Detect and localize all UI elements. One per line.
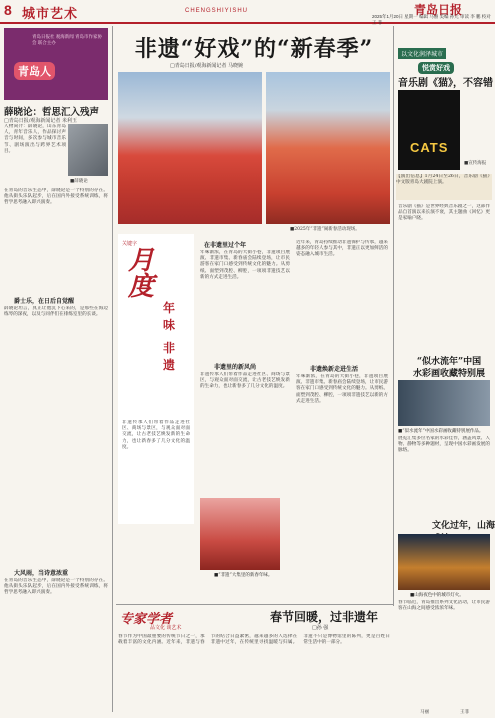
feature-photo-caption: ■2025年“非遗”闹新春活动现场。 bbox=[290, 227, 360, 232]
portrait-photo bbox=[68, 124, 108, 176]
column-divider bbox=[393, 26, 394, 606]
page-number: 8 bbox=[4, 2, 12, 18]
masthead: 青岛日报 bbox=[414, 3, 463, 17]
show-info-box: 【演出信息】1月24日至26日，音乐剧《猫》中文版青岛大剧院上演。 bbox=[396, 174, 492, 200]
mid-subhead-2: 非遗里的新风尚 bbox=[214, 365, 257, 371]
right-body-text-1: 音乐剧《猫》是世界经典音乐剧之一，这部作品自首演以来长演不衰，其主题曲《回忆》更是家喻户晓。 bbox=[398, 204, 490, 222]
column-tag: 以文化润泽城市 bbox=[398, 48, 446, 59]
bottom-body-text: 春节作为中国最重要的传统节日之一，承载着丰富的文化内涵。近年来，非遗与春节的结合日益紧密，越来越多的人选择在非遗中过年，在传统里寻找温暖与归属。非遗不只是博物馆里的陈列，更是百姓日常生活中的一部分。 bbox=[118, 634, 390, 646]
expert-column-subtitle: 品文化 谈艺术 bbox=[150, 625, 182, 631]
mid-body-text-2: 非遗传承人们带着作品走进社区、商场与景区，与观众面对面交流，让古老技艺焕发新的生命力，也让新春多了几分文化的温度。 bbox=[200, 372, 290, 390]
section-divider bbox=[116, 604, 394, 605]
city-night-caption: ■山海夜色中的城市灯火。 bbox=[410, 593, 464, 598]
left-article-title: 薛晓论：哲思汇入残声 bbox=[4, 107, 100, 118]
month-label: 月度 bbox=[128, 246, 155, 302]
mid-subhead-3: 非遗焕新走进生活 bbox=[310, 367, 359, 373]
right-body-text-3: 春节临近，青岛推出系列文化活动，让市民游客在山海之间感受浓浓年味。 bbox=[398, 600, 490, 612]
poster-caption: ■宣传海报 bbox=[464, 161, 487, 166]
mid-body-text-1: 年味渐浓，在青岛的大街小巷，非遗项目展演、非遗市集、新春庙会陆续登场，让市民游客在家门口感受到传统文化的魅力。从剪纸、面塑到茂腔、柳腔，一项项非遗技艺以新的方式走进生活。 bbox=[200, 250, 290, 280]
keyword-nianwei: 年味 bbox=[162, 301, 175, 332]
exhibition-photo bbox=[398, 380, 490, 426]
column-divider bbox=[112, 26, 113, 712]
footer-proof: 王菲 bbox=[460, 710, 469, 715]
left-body-text-1: 在青岛的音乐生态中，薛晓论是一个特别的存在。他从街头乐队起步，后在国内外接受系统训练，将哲学思考融入即兴演奏。 bbox=[4, 188, 108, 206]
main-headline: 非遗“好戏”的“新春季” bbox=[134, 36, 374, 62]
left-article-author: □青岛日报/观海新闻记者 米利玉 bbox=[4, 118, 77, 124]
keyword-label: 关键字 bbox=[122, 241, 138, 247]
column-tag-highlight: 悦赏好戏 bbox=[418, 62, 454, 74]
expert-column-logo: 专家学者 bbox=[120, 612, 173, 627]
dateline: 2025年1月20日 星期一 编辑 马丽 美编 孙元 审读 李 鹏 校对 王 菲 bbox=[372, 14, 491, 25]
left-body-text-2: 薛晓论坦言，真正让他沉下心来的，是那些在海边练琴的深夜，以及与同伴们在排练室里的长谈。 bbox=[4, 306, 108, 318]
market-photo-caption: ■“非遗”大集里的新春年味。 bbox=[214, 573, 273, 578]
mid-body-text-3: 近年来，青岛持续推动非遗保护与传承，越来越多的年轻人参与其中，非遗正以更加鲜活的姿态融入城市生活。 bbox=[296, 240, 388, 258]
cats-poster bbox=[398, 90, 460, 170]
mid-subhead-1: 在非遗里过个年 bbox=[204, 243, 247, 249]
left-subhead-2: 大风雨，当诗意浓重 bbox=[14, 571, 69, 577]
bottom-article-title: 春节回暖，过非遗年 bbox=[270, 610, 379, 624]
exhibition-caption: ■“似水流年”中国水彩画收藏特别展作品。 bbox=[398, 429, 484, 434]
left-subhead-1: 爵士乐，在日后自觉醒 bbox=[14, 299, 75, 305]
cats-poster-text: CATS bbox=[410, 140, 449, 155]
culture-newyear-title: 文化过年，山海 bbox=[432, 521, 495, 531]
bottom-article-author: □孙 强 bbox=[312, 625, 329, 631]
right-body-text-2: 展览汇集多位名家的水彩佳作，涵盖风景、人物、静物等多种题材，呈现中国水彩画发展的脉络。 bbox=[398, 436, 490, 454]
market-photo bbox=[200, 498, 280, 570]
column-logo-subtitle: 青岛日报社 观海新闻 青岛市作家协会 联合主办 bbox=[32, 34, 102, 45]
main-byline: □青岛日报/观海新闻记者 马晓婉 bbox=[170, 63, 243, 69]
feature-photo-performers bbox=[266, 72, 390, 224]
section-pinyin: CHENGSHIYISHU bbox=[185, 8, 249, 14]
mid-body-text-4: 年味渐浓，在青岛的大街小巷，非遗项目展演、非遗市集、新春庙会陆续登场，让市民游客在家门口感受到传统文化的魅力。从剪纸、面塑到茂腔、柳腔，一项项非遗技艺以新的方式走进生活。 bbox=[296, 374, 388, 404]
exhibition-title-line1: “似水流年”中国 bbox=[416, 357, 482, 367]
section-title: 城市艺术 bbox=[22, 6, 79, 21]
feature-photo-parade bbox=[118, 72, 262, 224]
left-intro-text: 人物简介：薛晓论，山东青岛人，青年音乐人，作品探讨声音与时间，多次参与城市音乐节、剧场演出与跨界艺术项目。 bbox=[4, 124, 66, 154]
left-body-text-3: 在青岛的音乐生态中，薛晓论是一个特别的存在。他从街头乐队起步，后在国内外接受系统训练，将哲学思考融入即兴演奏。 bbox=[4, 578, 108, 596]
portrait-caption: ■薛晓论 bbox=[70, 179, 88, 184]
exhibition-title-line2: 水彩画收藏特别展 bbox=[412, 369, 485, 379]
right-article-title: 音乐剧《猫》，不容错 bbox=[398, 78, 493, 89]
city-night-photo bbox=[398, 534, 490, 590]
keyword-feiyi: 非遗 bbox=[162, 341, 175, 372]
column-logo: 青岛人 bbox=[14, 62, 55, 80]
keyword-box-text: 非遗传承人们带着作品走进社区、商场与景区，与观众面对面交流，让古老技艺焕发新的生命力，也让新春多了几分文化的温度。 bbox=[122, 420, 190, 450]
footer-editor: 马丽 bbox=[420, 710, 429, 715]
